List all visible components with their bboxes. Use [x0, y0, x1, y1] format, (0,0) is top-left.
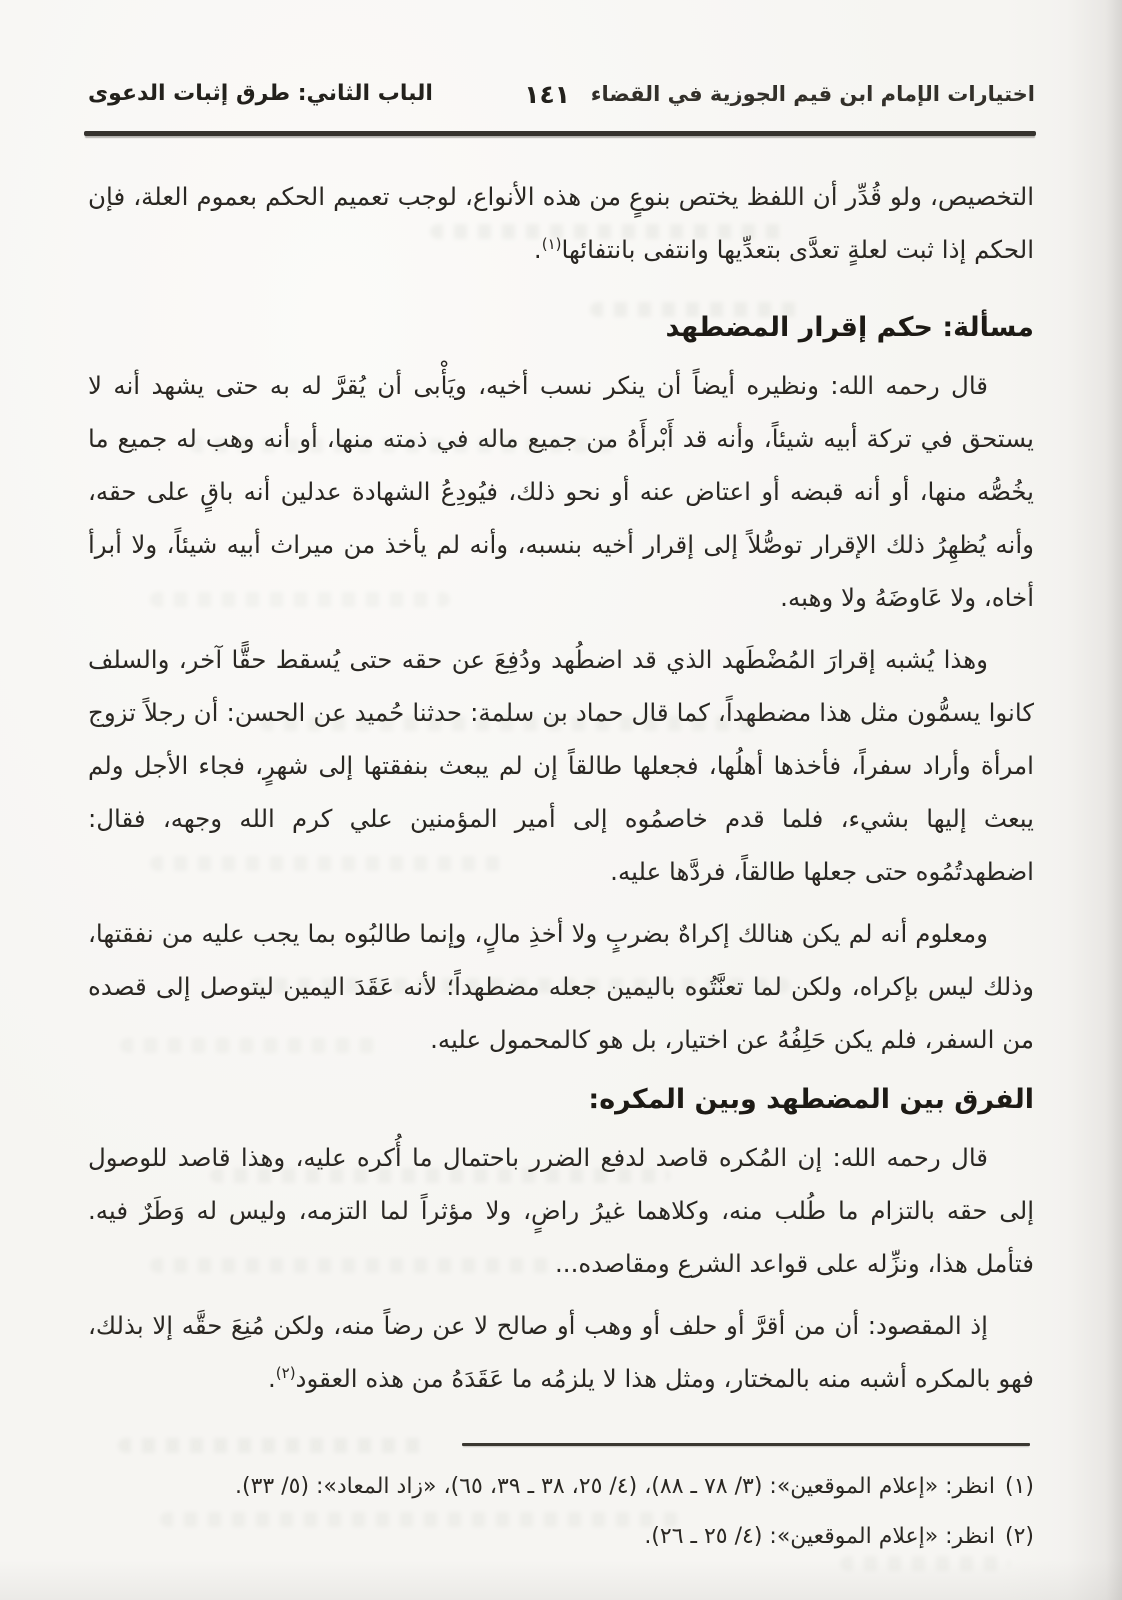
header-rule — [84, 131, 1036, 136]
continuation-text: التخصيص، ولو قُدِّر أن اللفظ يختص بنوعٍ من هذه الأنواع، لوجب تعميم الحكم بعموم العلة، فإن الحكم إذا ثبت لعلةٍ تعدَّى بتعدِّيها وانتفى بانتفائها — [88, 182, 1034, 264]
paragraph-farq-2 — [88, 1299, 1034, 1405]
footnote-marker-2: (٢) — [1004, 1524, 1034, 1549]
paragraph-farq-2-text: إذ المقصود: أن من أقرَّ أو حلف أو وهب أو صالح لا عن رضاً منه، ولكن مُنِعَ حقَّه إلا بذلك، فهو بالمكره أشبه منه بالمختار، ومثل هذا لا يلزمُه ما عَقَدَهُ من هذه العقود — [88, 1311, 1034, 1393]
page-header — [0, 82, 1122, 122]
footnote-text-1: انظر: «إعلام الموقعين»: (٣/ ٧٨ ـ ٨٨)، (٤/ ٢٥، ٣٨ ـ ٣٩، ٦٥)، «زاد المعاد»: (٥/ ٣٣). — [234, 1474, 995, 1499]
footnote-ref-1: (١) — [541, 234, 562, 253]
paragraph-iqrar-2: وهذا يُشبه إقرارَ المُضْطَهد الذي قد اضطُهد ودُفِعَ عن حقه حتى يُسقط حقًّا آخر، والسلف كانوا يسمُّون مثل هذا مضطهداً، كما قال حماد بن سلمة: حدثنا حُميد عن الحسن: أن رجلاً تزوج امرأة وأراد سفراً، فأخذها أهلُها، فجعلها طالقاً إن لم يبعث بنفقتها إلى شهرٍ، فجاء الأجل ولم يبعث إليها بشيء، فلما قدم خاصمُوه إلى أمير المؤمنين علي كرم الله وجهه، فقال: اضطهدتُمُوه حتى جعلها طالقاً، فردَّها عليه. — [88, 645, 1034, 886]
body-text — [88, 170, 1034, 1435]
show-through-artifact — [118, 1438, 428, 1453]
paragraph-iqrar-1: قال رحمه الله: ونظيره أيضاً أن ينكر نسب أخيه، ويَأْبى أن يُقرَّ له به حتى يشهد أنه لا يستحق في تركة أبيه شيئاً، وأنه قد أَبْرأَهُ من جميع ماله في ذمته منها، أو أنه وهب له جميع ما يخُصُّه منها، أو أنه قبضه أو اعتاض عنه أو نحو ذلك، فيُودِعُ الشهادة عدلين أنه باقٍ على حقه، وأنه يُظهِرُ ذلك الإقرار توصُّلاً إلى إقرار أخيه بنسبه، وأنه لم يأخذ من ميراث أبيه شيئاً، ولا أبرأ أخاه، ولا عَاوضَهُ ولا وهبه. — [88, 371, 1034, 612]
paragraph-iqrar-3: ومعلوم أنه لم يكن هنالك إكراهٌ بضربٍ ولا أخذِ مالٍ، وإنما طالبُوه بما يجب عليه من نفقتها، وذلك ليس بإكراه، ولكن لما تعنَّتُوه باليمين جعله مضطهداً؛ لأنه عَقَدَ اليمين ليتوصل إلى قصده من السفر، فلم يكن حَلِفُهُ عن اختيار، بل هو كالمحمول عليه. — [88, 919, 1034, 1054]
continuation-paragraph — [88, 170, 1034, 276]
running-title: اختيارات الإمام ابن قيم الجوزية في القضاء — [590, 82, 1035, 106]
footnote-text-2: انظر: «إعلام الموقعين»: (٤/ ٢٥ ـ ٢٦). — [644, 1524, 995, 1549]
section-heading-iqrar: مسألة: حكم إقرار المضطهد — [665, 312, 1034, 343]
chapter-title: الباب الثاني: طرق إثبات الدعوى — [88, 81, 433, 106]
footnote-item-1 — [58, 1462, 1034, 1512]
continuation-period: . — [533, 235, 542, 264]
page-number: ١٤١ — [524, 80, 570, 109]
paragraph-farq-1: قال رحمه الله: إن المُكره قاصد لدفع الضرر باحتمال ما أُكره عليه، وهذا قاصد للوصول إلى حقه بالتزام ما طُلب منه، وكلاهما غيرُ راضٍ، ولا مؤثراً لما التزمه، وليس له وَطَرٌ فيه. فتأمل هذا، ونزِّله على قواعد الشرع ومقاصده... — [88, 1143, 1034, 1278]
section-heading-farq: الفرق بين المضطهد وبين المكره: — [588, 1084, 1034, 1115]
paragraph-farq-2-period: . — [267, 1364, 276, 1393]
footnote-marker-1: (١) — [1004, 1474, 1034, 1499]
footnote-item-2 — [58, 1512, 1034, 1562]
footnotes — [58, 1462, 1034, 1562]
footnote-separator — [462, 1443, 1030, 1446]
footnote-ref-2: (٢) — [275, 1363, 296, 1382]
